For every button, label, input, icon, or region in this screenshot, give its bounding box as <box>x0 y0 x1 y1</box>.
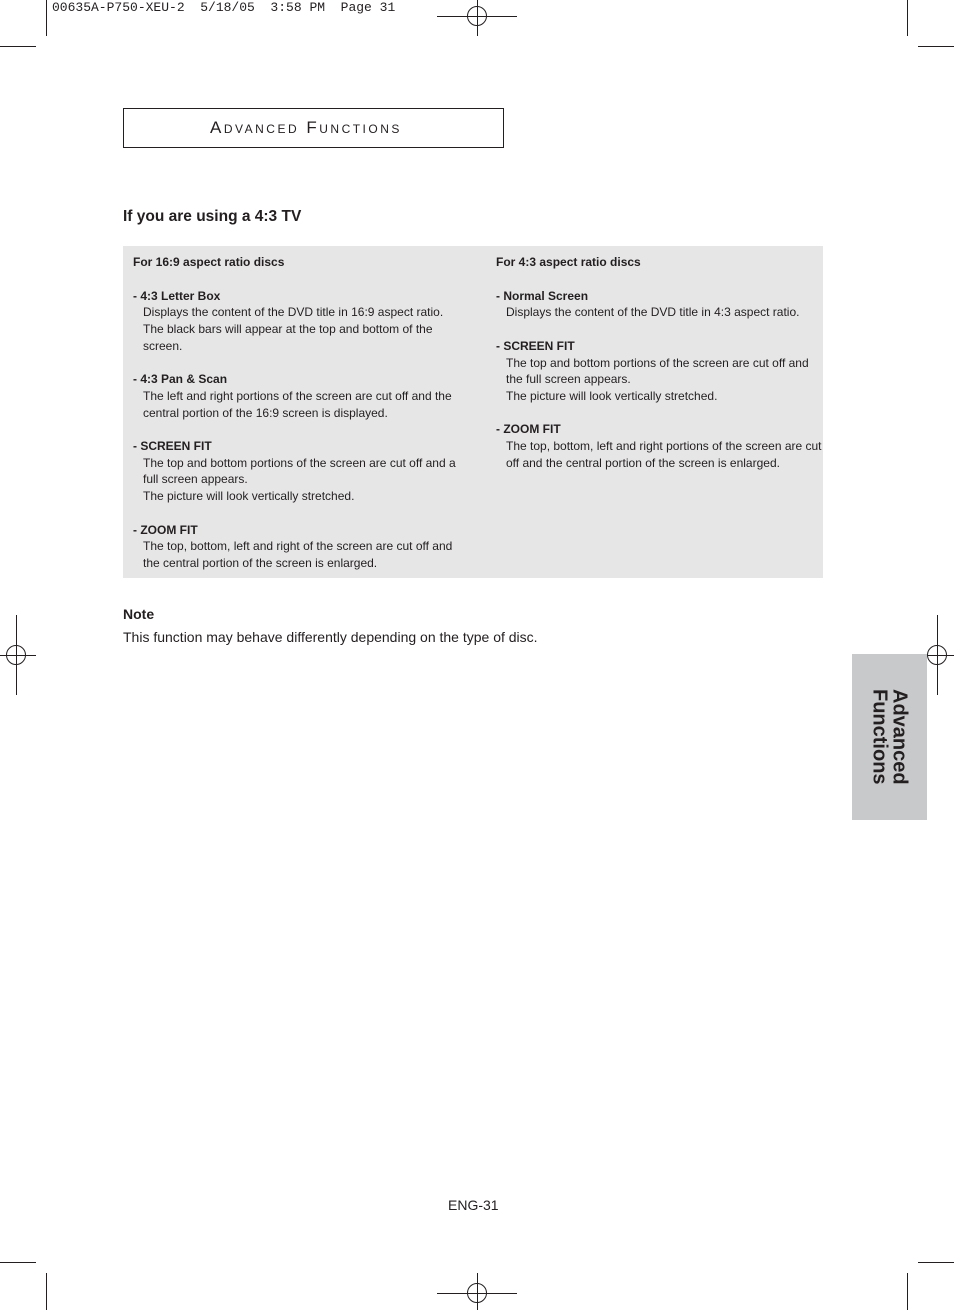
left-column-heading: For 16:9 aspect ratio discs <box>133 255 285 269</box>
page-number: ENG-31 <box>448 1197 499 1213</box>
item-title: - SCREEN FIT <box>496 338 575 353</box>
item-line: screen. <box>143 338 183 353</box>
print-slug: 00635A-P750-XEU-2 5/18/05 3:58 PM Page 31 <box>52 0 396 15</box>
list-item <box>496 338 826 405</box>
item-line: the central portion of the screen is enlarged. <box>143 555 378 570</box>
section-title: Advanced Functions <box>210 118 402 137</box>
item-title: - Normal Screen <box>496 288 589 303</box>
item-line: The top and bottom portions of the screen are cut off and <box>506 355 809 370</box>
subheading: If you are using a 4:3 TV <box>123 208 302 225</box>
right-column <box>496 254 826 488</box>
item-line: off and the central portion of the screen is enlarged. <box>506 455 780 470</box>
list-item <box>133 522 473 572</box>
item-title: - SCREEN FIT <box>133 439 212 453</box>
list-item <box>133 371 473 421</box>
item-line: The picture will look vertically stretched. <box>143 489 355 504</box>
item-line: The picture will look vertically stretched. <box>506 388 718 403</box>
item-title: - 4:3 Letter Box <box>133 288 221 303</box>
item-line: The top and bottom portions of the screen are cut off and a <box>143 455 456 470</box>
item-line: The left and right portions of the screen are cut off and the <box>143 388 452 403</box>
aspect-ratio-panel <box>123 246 823 578</box>
note-text: This function may behave differently depending on the type of disc. <box>123 629 538 645</box>
item-line: Displays the content of the DVD title in 16:9 aspect ratio. <box>143 305 444 320</box>
list-item <box>496 288 826 321</box>
item-title: - ZOOM FIT <box>133 522 198 537</box>
note-heading: Note <box>123 606 155 622</box>
left-column <box>133 254 473 588</box>
item-line: full screen appears. <box>143 472 248 487</box>
item-title: - 4:3 Pan & Scan <box>133 372 228 387</box>
item-line: The top, bottom, left and right portions of the screen are cut <box>506 439 822 453</box>
item-line: central portion of the 16:9 screen is displayed. <box>143 405 388 420</box>
side-tab-label: Advanced Functions <box>868 689 911 785</box>
item-line: the full screen appears. <box>506 372 631 387</box>
item-line: Displays the content of the DVD title in 4:3 aspect ratio. <box>506 305 800 320</box>
item-title: - ZOOM FIT <box>496 422 561 437</box>
item-line: The top, bottom, left and right of the screen are cut off and <box>143 539 453 554</box>
side-tab <box>852 654 927 820</box>
item-line: The black bars will appear at the top and bottom of the <box>143 322 433 337</box>
list-item <box>496 421 826 471</box>
list-item <box>133 288 473 355</box>
list-item <box>133 438 473 505</box>
right-column-heading: For 4:3 aspect ratio discs <box>496 255 641 269</box>
section-header-box <box>123 108 504 148</box>
